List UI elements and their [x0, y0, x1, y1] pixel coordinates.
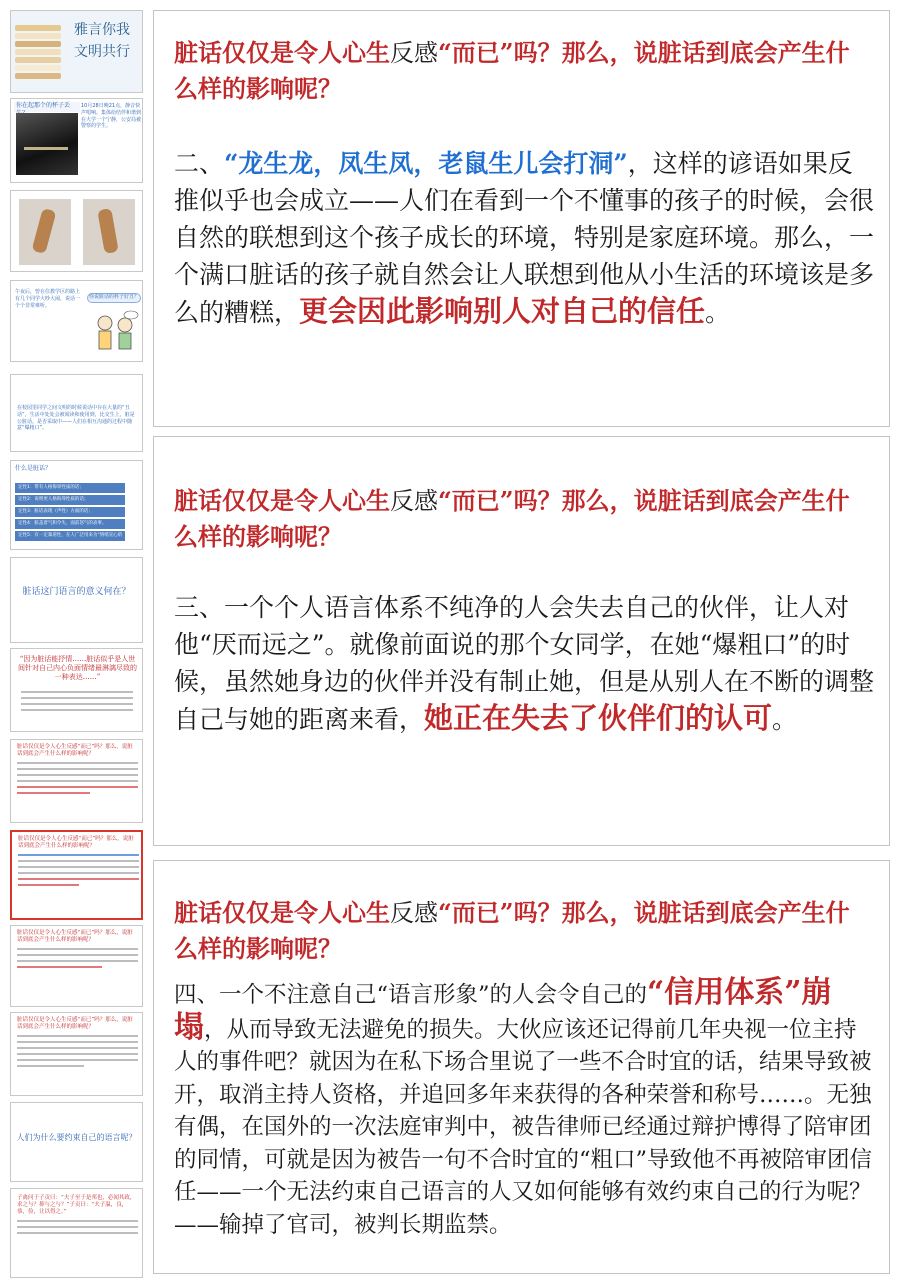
body-intro: 四、一个不注意自己“语言形象”的人会令自己的: [174, 982, 648, 1008]
slide-body: [174, 589, 874, 738]
body-intro: 二、: [174, 149, 225, 178]
title-red-part: 脏话仅仅是令人心生: [174, 486, 390, 515]
slide-thumbnail-2[interactable]: [10, 98, 143, 183]
body-text: ，从而导致无法避免的损失。大伙应该还记得前几年央视一位主持人的事件吧？就因为在私下场合里说了一些不合时宜的话，结果导致被开，取消主持人资格，并追回多年来获得的各种荣誉和称号……。无独有偶，在国外的一次法庭审判中，被告律师已经通过辩护博得了陪审团的同情，可就是因为被告一句不合时宜的“粗口”导致他不再被陪审团信任——一个无法约束自己语言的人又如何能够有效约束自己的行为呢？——输掉了官司，被判长期监禁。: [174, 1016, 873, 1238]
title-red-part: 脏话仅仅是令人心生: [174, 38, 390, 67]
title-red-part: 脏话仅仅是令人心生: [174, 898, 390, 927]
body-end: 。: [705, 298, 731, 327]
body-emphasis: 她正在失去了伙伴们的认可: [424, 701, 773, 735]
definition-bar: 定性1：带有人格侮辱性质的话；: [15, 483, 125, 493]
photo-right: [83, 199, 135, 265]
slide-thumbnail-panel: [0, 0, 150, 1286]
thumbnail-pill-label: 你说脏话的杯子好丑？: [87, 293, 141, 303]
body-end: 。: [772, 705, 798, 734]
thumbnail-title: 脏话仅仅是令人心生反感“而已”吗？那么，说脏话到底会产生什么样的影响呢？: [18, 836, 134, 850]
proverb-quote: “龙生龙，凤生凤，老鼠生儿会打洞”: [224, 149, 628, 178]
thumbnail-caption: 你在起那个的杯子丢: [14, 102, 80, 112]
slogan: [61, 19, 143, 63]
slogan-line-2: 文明共行: [74, 44, 130, 60]
slide-panel-3[interactable]: [153, 860, 890, 1274]
slide-thumbnail-11[interactable]: [10, 925, 143, 1007]
thumbnail-content: [17, 930, 138, 972]
body-emphasis: “信用体系”崩塌: [174, 975, 832, 1045]
slide-thumbnail-7[interactable]: [10, 557, 143, 643]
slide-thumbnail-14[interactable]: [10, 1188, 143, 1278]
definition-bar: 定性4：脏盖着气和令失，面前怒气的表事。: [15, 519, 125, 529]
night-street-photo: [16, 113, 78, 175]
thumbnail-title: 脏话仅仅是令人心生反感“而已”吗？那么，说脏话到底会产生什么样的影响呢？: [17, 1017, 133, 1031]
body-text: 三、一个个人语言体系不纯净的人会失去自己的伙伴，让人对他“厌而远之”。就像前面说的那个女同学，在她“爆粗口”的时候，虽然她身边的伙伴并没有制止她，但是从别人在不断的调整自己与她的距离来看，: [174, 593, 875, 734]
thumbnail-content: [18, 836, 139, 890]
slide-thumbnail-9[interactable]: [10, 739, 143, 823]
slide-thumbnail-13[interactable]: [10, 1102, 143, 1182]
slide-title: [174, 895, 854, 967]
thumbnail-text: 脏话这门语言的意义何在？: [22, 587, 131, 597]
text-lines: [21, 691, 133, 715]
slide-body: [174, 145, 874, 331]
thumbnail-title: 脏话仅仅是令人心生反感“而已”吗？那么，说脏话到底会产生什么样的影响呢？: [17, 744, 133, 758]
cartoon-figures-icon: [91, 309, 139, 357]
definition-bar: 定性5：有一定暴虐性，在人广泛用来为“情绪宣心的表达”。: [15, 531, 125, 541]
slide-thumbnail-5[interactable]: [10, 374, 143, 452]
slide-panel-1[interactable]: [153, 10, 890, 427]
thumbnail-heading: 什么是脏话？: [15, 465, 52, 472]
slogan-line-1: 雅言你我: [74, 22, 130, 38]
slide-thumbnail-6[interactable]: [10, 460, 143, 550]
thumbnail-text: 人们为什么要约束自己的语言呢？: [16, 1133, 137, 1142]
slide-title: [174, 483, 854, 555]
thumbnail-quote: 子禽问于子贡曰：“夫子至于是邦也，必闻其政，求之与？抑与之与？”子贡曰：“夫子温，良，恭，俭，让以得之。”: [17, 1195, 136, 1216]
thumbnail-content: [17, 1017, 138, 1071]
title-red-part: “而已”吗？那么，说脏话到底会产生什么样的影响呢？: [174, 898, 850, 963]
title-black-part: 反感: [390, 487, 438, 515]
thumbnail-text: 10月28日晚21点，静音快声唱响。集体给结伴和谐到在大学一个宁静，公安局被警察的学生。: [81, 103, 142, 130]
thumbnail-quote: “因为脏话能抒情……脏话似乎是人世间针对自己内心负面情绪最淋漓尽致的一种表达……”: [18, 655, 137, 682]
photo-left: [19, 199, 71, 265]
title-red-part: “而已”吗？那么，说脏话到底会产生什么样的影响呢？: [174, 38, 850, 103]
thumbnail-text: 午夜后，曾在住教学区的路上有几个同学大吵大闹，说话一个个非常难听。: [15, 289, 81, 309]
title-red-part: “而已”吗？那么，说脏话到底会产生什么样的影响呢？: [174, 486, 850, 551]
thumbnail-text: 在校园里同学之间文明的时候说话中存在大量的“丑话”，生活中处处会被阅读和使用到，比交生上，脏是公脏话。是否采取中——人们在相互沟通的过程中随意“爆粗口”。: [17, 405, 135, 432]
slide-thumbnail-1[interactable]: [10, 10, 143, 93]
body-text: ，这样的谚语如果反推似乎也会成立——人们在看到一个不懂事的孩子的时候，会很自然的联想到这个孩子成长的环境，特别是家庭环境。那么，一个满口脏话的孩子就自然会让人联想到他从小生活的环境该是多么的糟糕，: [174, 149, 875, 327]
thumbnail-title: 脏话仅仅是令人心生反感“而已”吗？那么，说脏话到底会产生什么样的影响呢？: [17, 930, 133, 944]
slide-thumbnail-12[interactable]: [10, 1012, 143, 1096]
book-stack-icon: [15, 25, 61, 87]
body-emphasis: 更会因此影响别人对自己的信任: [299, 294, 706, 328]
slide-thumbnail-8[interactable]: [10, 648, 143, 732]
slide-panel-2[interactable]: [153, 436, 890, 846]
slide-body: [174, 977, 874, 1241]
slide-thumbnail-10[interactable]: [10, 830, 143, 920]
definition-bar: 定性3：脏话表现（声性）方面的话；: [15, 507, 125, 517]
title-black-part: 反感: [390, 899, 438, 927]
thumbnail-content: [17, 744, 138, 798]
slide-thumbnail-4[interactable]: [10, 280, 143, 362]
slide-title: [174, 35, 854, 107]
definition-bar: 定性2：说明更人格侮辱性质的话；: [15, 495, 125, 505]
slide-thumbnail-3[interactable]: [10, 190, 143, 272]
thumbnail-content: [17, 1195, 138, 1238]
title-black-part: 反感: [390, 39, 438, 67]
